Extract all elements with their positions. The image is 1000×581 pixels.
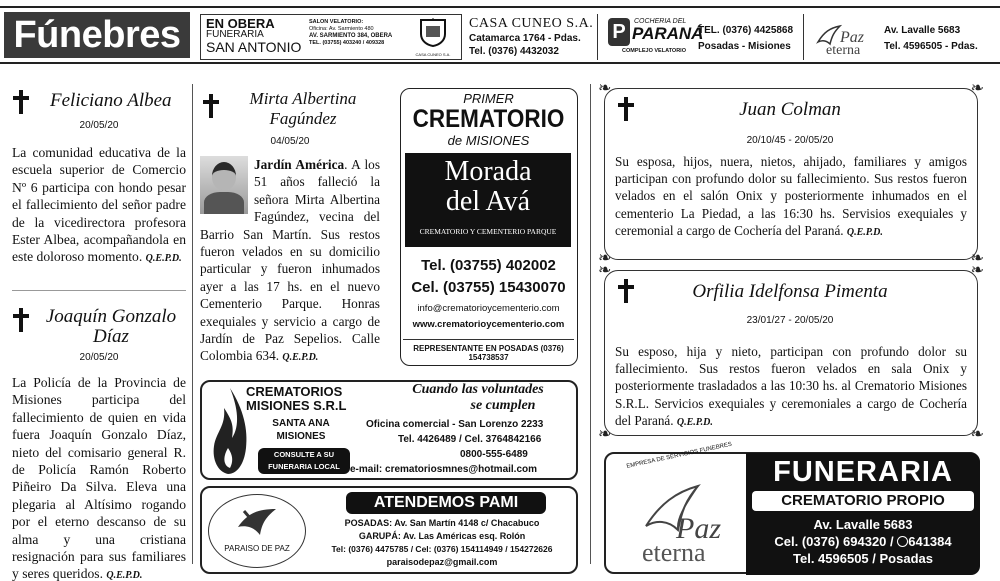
- ad2-address: Catamarca 1764 - Pdas.: [469, 33, 581, 44]
- column-rule-3: [590, 84, 591, 564]
- obit-name-l1: Joaquín Gonzalo: [45, 306, 177, 327]
- obit-text: [12, 144, 186, 268]
- cre-tagline: CREMATORIO Y CEMENTERIO PARQUE: [419, 227, 557, 236]
- ad2-tel: Tel. (0376) 4432032: [469, 46, 559, 57]
- fun-logo-top: EMPRESA DE SERVICIOS FUNEBRES: [626, 441, 733, 470]
- cross-icon: [202, 94, 220, 118]
- qepd: Q.E.P.D.: [676, 416, 713, 428]
- paraiso-logo: [208, 494, 306, 568]
- ad-san-antonio: [200, 14, 462, 60]
- cm-consult1: CONSULTE A SU: [273, 450, 335, 459]
- obit-name-l1: Mirta Albertina: [249, 89, 357, 108]
- obit-text-body: Su esposo, hija y nieto, participan con profundo dolor su fallecimiento. Sus restos fueron velados en sala Onix y posteriormente trasladados a las 10:30 hs. al Crematorio Misiones S.R.L. Servicios exequiales y ceremoniales a cargo de Cochería del Paraná.: [615, 344, 967, 428]
- obit-text: [200, 156, 380, 367]
- photo-portrait: [200, 156, 248, 214]
- ad3-logo-small: COCHERIA DEL: [634, 18, 687, 25]
- obit-text: [615, 153, 967, 241]
- cre-sub: de MISIONES: [447, 133, 530, 148]
- cm-slogan1: Cuando las voluntades: [412, 382, 544, 397]
- obit-text: [12, 374, 186, 581]
- ad-paz-eterna: [808, 14, 996, 60]
- obit-name-l2: Fagúndez: [269, 109, 337, 128]
- cm-office: Oficina comercial - San Lorenzo 2233: [366, 419, 544, 430]
- cm-title2: MISIONES S.R.L: [246, 398, 347, 413]
- section-title: Fúnebres: [4, 12, 190, 58]
- pami-l2: GARUPÁ: Av. Las Américas esq. Rolón: [358, 531, 526, 541]
- obit-text-body: . A los 51 años falleció la señora Mirta Albertina Fagúndez, vecina del Barrio San Martín. Sus restos fueron velados en su domicilio particular y fueron inhumados ayer a las 17 hs. en el nuevo Cementerio Parque. Honras exequiales y servicio a cargo de Jardín de Paz Sepelios. Calle Colombia 634.: [200, 157, 380, 364]
- cre-title: CREMATORIO: [412, 105, 565, 133]
- ad3-logo-sub: COMPLEJO VELATORIO: [622, 48, 686, 54]
- obit-date: 23/01/27 - 20/05/20: [746, 315, 834, 326]
- ad4-logo-paz: Paz: [840, 29, 864, 46]
- obit-lead: Jardín América: [254, 157, 345, 172]
- ad-casa-cuneo: [466, 14, 598, 60]
- ad4-logo-eterna: eterna: [826, 43, 861, 58]
- ad3-tel: TEL. (0376) 4425868: [698, 25, 794, 36]
- obit-text-body: La comunidad educativa de la escuela superior de Comercio Nº 6 participa con hondo pesar el fallecimiento del señor padre de la vicedirectora profesora Ester Albea, acompañandola en este doloroso momento.: [12, 145, 186, 265]
- flame-icon: [210, 386, 250, 476]
- obit-name: Feliciano Albea: [50, 90, 172, 111]
- obit-name: Juan Colman: [739, 99, 841, 120]
- qepd: Q.E.P.D.: [145, 253, 182, 265]
- pami-l3: Tel: (0376) 4475785 / Cel: (0376) 154114949 / 154272626: [331, 544, 553, 554]
- obit-date: 20/05/20: [79, 352, 119, 363]
- fun-cel-line: [746, 534, 980, 549]
- cm-loc2: MISIONES: [276, 431, 326, 442]
- ad4-address: Av. Lavalle 5683: [884, 25, 961, 36]
- obit-text-body: La Policía de la Provincia de Misiones participa del fallecimiento de quien en vida fuera Joaquín Gonzalo Díaz, nieto del comisario general R. de Policía Ramón Roberto Piñeiro Da Silva. Eleva una plegaria al Altísimo rogando por el eterno descanso de su alma y una cristiana resignación para sus familiares y seres queridos.: [12, 375, 186, 581]
- ad2-name: CASA CUNEO S.A.: [469, 16, 594, 31]
- obit-date: 20/10/45 - 20/05/20: [746, 135, 834, 146]
- ad-cocheria-parana: [604, 14, 804, 60]
- dove-icon: [234, 505, 280, 539]
- corner-ornament: ❧: [598, 250, 612, 267]
- ad1-sal-line: Oficina: Av. Sarmiento 480: [309, 26, 374, 32]
- fun-address: Av. Lavalle 5683: [813, 517, 913, 532]
- obit-date: 20/05/20: [79, 120, 119, 131]
- fun-logo-eterna: eterna: [642, 538, 706, 567]
- cross-icon: [12, 90, 30, 114]
- cm-email: e-mail: crematoriosmnes@hotmail.com: [350, 464, 538, 475]
- divider: [12, 290, 186, 291]
- paz-eterna-logo: [612, 441, 742, 570]
- corner-ornament: ❧: [970, 250, 984, 267]
- ad3-city: Posadas - Misiones: [698, 41, 791, 52]
- obit-text-body: Su esposa, hijos, nuera, nietos, ahijado, familiares y amigos participan con profundo dolor su fallecimiento. Sus restos fueron velados en el salón Onix y posteriormente inhumados en el cementerio La Piedad, a las 16:30 hs. Servisios exequiales y ceremonial a cargo de Cochería del Paraná.: [615, 154, 967, 238]
- ad-paraiso-de-paz: [200, 486, 578, 574]
- pami-banner: ATENDEMOS PAMI: [346, 492, 546, 514]
- obit-name: Orfilia Idelfonsa Pimenta: [692, 281, 888, 302]
- obit-name-l2: Díaz: [93, 326, 129, 347]
- cm-800: 0800-555-6489: [460, 449, 528, 460]
- obit-text: [615, 343, 967, 431]
- cre-delava: del Avá: [445, 186, 531, 217]
- fun-logo-paz: Paz: [676, 512, 721, 545]
- cm-consult2: FUNERARIA LOCAL: [268, 462, 340, 471]
- corner-ornament: ❧: [970, 80, 984, 97]
- parana-p-icon: P: [608, 18, 630, 46]
- cre-email: info@crematorioycementerio.com: [417, 303, 560, 314]
- ad-crematorios-misiones: [200, 380, 578, 480]
- qepd: Q.E.P.D.: [106, 570, 143, 581]
- pami-l1: POSADAS: Av. San Martín 4148 c/ Chacabuco: [344, 518, 540, 528]
- parana-logo: [608, 18, 704, 58]
- funeraria-black-block: [746, 453, 980, 575]
- ad1-sal-title: SALON VELATORIO:: [309, 19, 364, 25]
- cm-title1: CREMATORIOS: [246, 384, 343, 399]
- whatsapp-icon: [897, 536, 908, 547]
- cm-tel: Tel. 4426489 / Cel. 3764842166: [398, 434, 542, 445]
- cm-loc1: SANTA ANA: [272, 418, 330, 429]
- ad3-logo-big: PARANÁ: [632, 24, 704, 43]
- fun-title: FUNERARIA: [773, 456, 953, 488]
- paraiso-logo-text: PARAISO DE PAZ: [224, 544, 290, 553]
- cre-tel2: Cel. (03755) 15430070: [411, 279, 566, 296]
- crest-text: CASA CUNEO S.A.: [415, 52, 451, 57]
- qepd: Q.E.P.D.: [282, 352, 319, 364]
- column-rule-1: [192, 84, 193, 564]
- obit-date: 04/05/20: [270, 136, 310, 147]
- obit-orfilia-frame: [598, 262, 984, 443]
- obit-juan-frame: [598, 80, 984, 267]
- cre-web: www.crematorioycementerio.com: [412, 319, 565, 330]
- fun-cel: Cel. (0376) 694320 /: [774, 534, 898, 549]
- cross-icon: [12, 308, 30, 332]
- cm-slogan2: se cumplen: [470, 398, 536, 413]
- ad1-address: AV. SARMIENTO 384, OBERA: [309, 33, 393, 39]
- ad1-tel: TEL. (03755) 403240 / 409328: [309, 40, 385, 46]
- ad4-tel: Tel. 4596505 - Pdas.: [884, 41, 978, 52]
- paz-eterna-logo: [812, 16, 880, 58]
- crest-icon: [411, 17, 455, 57]
- ad1-line1: EN OBERA: [206, 16, 275, 31]
- ad-crematorio-morada: [400, 88, 578, 366]
- morada-block: [405, 153, 571, 247]
- ad-funeraria-paz-eterna: [604, 441, 980, 574]
- fun-tel: Tel. 4596505 / Posadas: [793, 551, 933, 566]
- corner-ornament: ❧: [970, 262, 984, 279]
- cre-tel1: Tel. (03755) 402002: [421, 257, 556, 274]
- corner-ornament: ❧: [598, 426, 612, 443]
- cre-morada: Morada: [444, 156, 532, 187]
- fun-sub: CREMATORIO PROPIO: [752, 491, 974, 511]
- corner-ornament: ❧: [598, 262, 612, 279]
- qepd: Q.E.P.D.: [846, 226, 883, 238]
- cre-rep: REPRESENTANTE EN POSADAS (0376) 154738537: [403, 339, 574, 362]
- ad1-line2: FUNERARIA: [206, 29, 264, 40]
- consult-badge: [258, 448, 350, 474]
- ad1-line3: SAN ANTONIO: [206, 39, 302, 55]
- fun-wa: 641384: [908, 534, 952, 549]
- pami-l4: paraisodepaz@gmail.com: [386, 557, 498, 567]
- cre-primer: PRIMER: [463, 91, 514, 106]
- corner-ornament: ❧: [970, 426, 984, 443]
- corner-ornament: ❧: [598, 80, 612, 97]
